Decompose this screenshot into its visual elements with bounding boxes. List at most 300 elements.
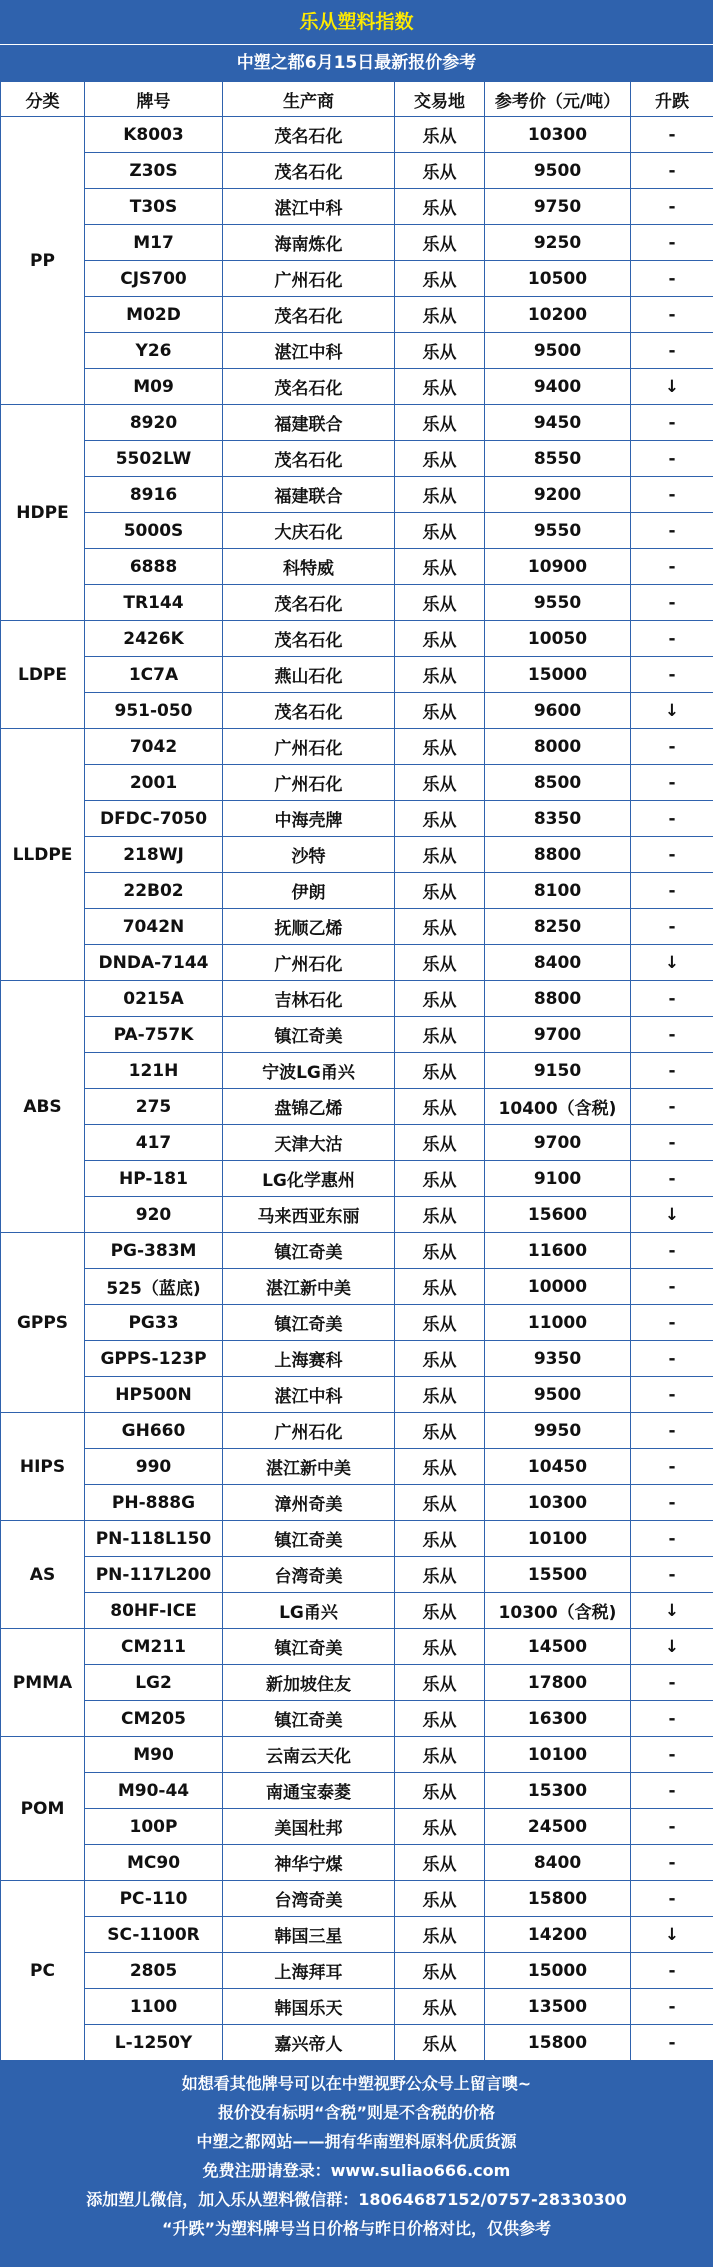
table-row [1, 585, 713, 621]
maker-cell: 福建联合 [223, 405, 395, 441]
category-cell: LLDPE [1, 729, 85, 981]
grade-cell: LG2 [85, 1665, 223, 1701]
maker-cell: 科特威 [223, 549, 395, 585]
column-header-maker: 生产商 [223, 82, 395, 117]
change-cell: - [631, 513, 713, 549]
maker-cell: 燕山石化 [223, 657, 395, 693]
table-row [1, 153, 713, 189]
price-cell: 17800 [485, 1665, 631, 1701]
market-cell: 乐从 [395, 945, 485, 981]
table-row [1, 1377, 713, 1413]
market-cell: 乐从 [395, 1305, 485, 1341]
change-cell: - [631, 1845, 713, 1881]
change-cell: - [631, 1881, 713, 1917]
table-row [1, 1809, 713, 1845]
grade-cell: 525（蓝底) [85, 1269, 223, 1305]
table-row [1, 189, 713, 225]
price-cell: 10500 [485, 261, 631, 297]
market-cell: 乐从 [395, 909, 485, 945]
market-cell: 乐从 [395, 1449, 485, 1485]
maker-cell: 广州石化 [223, 729, 395, 765]
price-cell: 13500 [485, 1989, 631, 2025]
grade-cell: 5000S [85, 513, 223, 549]
footer-note: 中塑之都网站——拥有华南塑料原料优质货源 [0, 2127, 713, 2156]
column-header-change: 升跌 [631, 82, 713, 117]
price-cell: 8800 [485, 837, 631, 873]
price-cell: 15300 [485, 1773, 631, 1809]
price-cell: 15500 [485, 1557, 631, 1593]
change-cell: - [631, 1269, 713, 1305]
table-row [1, 1953, 713, 1989]
maker-cell: 镇江奇美 [223, 1701, 395, 1737]
maker-cell: 马来西亚东丽 [223, 1197, 395, 1233]
price-cell: 8400 [485, 1845, 631, 1881]
table-row [1, 333, 713, 369]
maker-cell: 茂名石化 [223, 441, 395, 477]
market-cell: 乐从 [395, 837, 485, 873]
market-cell: 乐从 [395, 1953, 485, 1989]
grade-cell: PG33 [85, 1305, 223, 1341]
market-cell: 乐从 [395, 189, 485, 225]
maker-cell: 大庆石化 [223, 513, 395, 549]
table-row [1, 117, 713, 153]
table-row [1, 1053, 713, 1089]
market-cell: 乐从 [395, 297, 485, 333]
change-cell: ↓ [631, 1197, 713, 1233]
price-cell: 9550 [485, 513, 631, 549]
table-row [1, 1557, 713, 1593]
table-row [1, 1305, 713, 1341]
column-header-price: 参考价（元/吨） [485, 82, 631, 117]
footer-note: 添加塑儿微信，加入乐从塑料微信群：18064687152/0757-28330300 [0, 2185, 713, 2214]
table-row [1, 1161, 713, 1197]
category-cell: HDPE [1, 405, 85, 621]
table-row [1, 1449, 713, 1485]
change-cell: - [631, 981, 713, 1017]
price-cell: 11000 [485, 1305, 631, 1341]
table-row [1, 549, 713, 585]
maker-cell: 镇江奇美 [223, 1521, 395, 1557]
grade-cell: PA-757K [85, 1017, 223, 1053]
table-row [1, 441, 713, 477]
price-cell: 9600 [485, 693, 631, 729]
change-cell: - [631, 1737, 713, 1773]
change-cell: - [631, 1161, 713, 1197]
maker-cell: 盘锦乙烯 [223, 1089, 395, 1125]
maker-cell: 台湾奇美 [223, 1557, 395, 1593]
price-cell: 10300 [485, 1485, 631, 1521]
market-cell: 乐从 [395, 2025, 485, 2061]
market-cell: 乐从 [395, 585, 485, 621]
table-row [1, 261, 713, 297]
change-cell: - [631, 1377, 713, 1413]
change-cell: - [631, 1557, 713, 1593]
change-cell: - [631, 909, 713, 945]
grade-cell: HP500N [85, 1377, 223, 1413]
change-cell: - [631, 1305, 713, 1341]
price-cell: 9700 [485, 1017, 631, 1053]
grade-cell: MC90 [85, 1845, 223, 1881]
market-cell: 乐从 [395, 117, 485, 153]
grade-cell: 2426K [85, 621, 223, 657]
maker-cell: 镇江奇美 [223, 1017, 395, 1053]
market-cell: 乐从 [395, 1053, 485, 1089]
change-cell: - [631, 261, 713, 297]
grade-cell: K8003 [85, 117, 223, 153]
market-cell: 乐从 [395, 225, 485, 261]
category-cell: PP [1, 117, 85, 405]
table-row [1, 873, 713, 909]
market-cell: 乐从 [395, 153, 485, 189]
price-cell: 16300 [485, 1701, 631, 1737]
market-cell: 乐从 [395, 1233, 485, 1269]
change-cell: - [631, 1089, 713, 1125]
grade-cell: 417 [85, 1125, 223, 1161]
table-row [1, 2025, 713, 2061]
price-cell: 9250 [485, 225, 631, 261]
market-cell: 乐从 [395, 1701, 485, 1737]
maker-cell: 宁波LG甬兴 [223, 1053, 395, 1089]
table-row [1, 1917, 713, 1953]
price-cell: 10100 [485, 1737, 631, 1773]
change-cell: - [631, 873, 713, 909]
maker-cell: 上海赛科 [223, 1341, 395, 1377]
category-cell: PC [1, 1881, 85, 2061]
grade-cell: Y26 [85, 333, 223, 369]
change-cell: - [631, 837, 713, 873]
grade-cell: 7042 [85, 729, 223, 765]
change-cell: ↓ [631, 1917, 713, 1953]
market-cell: 乐从 [395, 1557, 485, 1593]
market-cell: 乐从 [395, 1989, 485, 2025]
change-cell: - [631, 189, 713, 225]
table-row [1, 1881, 713, 1917]
grade-cell: CJS700 [85, 261, 223, 297]
grade-cell: PH-888G [85, 1485, 223, 1521]
change-cell: - [631, 1953, 713, 1989]
market-cell: 乐从 [395, 1413, 485, 1449]
table-row [1, 1485, 713, 1521]
table-row [1, 729, 713, 765]
change-cell: - [631, 1665, 713, 1701]
price-cell: 9450 [485, 405, 631, 441]
maker-cell: 湛江中科 [223, 189, 395, 225]
maker-cell: LG化学惠州 [223, 1161, 395, 1197]
change-cell: ↓ [631, 369, 713, 405]
table-row [1, 1665, 713, 1701]
grade-cell: M17 [85, 225, 223, 261]
price-cell: 9550 [485, 585, 631, 621]
change-cell: - [631, 1449, 713, 1485]
price-cell: 10450 [485, 1449, 631, 1485]
maker-cell: 镇江奇美 [223, 1233, 395, 1269]
table-row [1, 981, 713, 1017]
footer-note: 报价没有标明“含税”则是不含税的价格 [0, 2098, 713, 2127]
market-cell: 乐从 [395, 729, 485, 765]
column-header-grade: 牌号 [85, 82, 223, 117]
price-cell: 8350 [485, 801, 631, 837]
change-cell: - [631, 621, 713, 657]
price-cell: 10300（含税) [485, 1593, 631, 1629]
maker-cell: 抚顺乙烯 [223, 909, 395, 945]
maker-cell: 上海拜耳 [223, 1953, 395, 1989]
table-row [1, 513, 713, 549]
grade-cell: 7042N [85, 909, 223, 945]
category-cell: HIPS [1, 1413, 85, 1521]
table-row [1, 1773, 713, 1809]
maker-cell: 漳州奇美 [223, 1485, 395, 1521]
price-cell: 24500 [485, 1809, 631, 1845]
maker-cell: 韩国乐天 [223, 1989, 395, 2025]
table-row [1, 693, 713, 729]
market-cell: 乐从 [395, 1917, 485, 1953]
table-row [1, 801, 713, 837]
maker-cell: 镇江奇美 [223, 1305, 395, 1341]
change-cell: - [631, 1341, 713, 1377]
grade-cell: 990 [85, 1449, 223, 1485]
grade-cell: SC-1100R [85, 1917, 223, 1953]
price-cell: 10400（含税) [485, 1089, 631, 1125]
grade-cell: 5502LW [85, 441, 223, 477]
maker-cell: 海南炼化 [223, 225, 395, 261]
price-cell: 10200 [485, 297, 631, 333]
price-cell: 8400 [485, 945, 631, 981]
grade-cell: 951-050 [85, 693, 223, 729]
price-cell: 9150 [485, 1053, 631, 1089]
price-cell: 15000 [485, 1953, 631, 1989]
price-cell: 8500 [485, 765, 631, 801]
change-cell: - [631, 1521, 713, 1557]
change-cell: ↓ [631, 693, 713, 729]
market-cell: 乐从 [395, 621, 485, 657]
grade-cell: Z30S [85, 153, 223, 189]
table-row [1, 225, 713, 261]
table-row [1, 369, 713, 405]
grade-cell: 80HF-ICE [85, 1593, 223, 1629]
table-row [1, 1341, 713, 1377]
market-cell: 乐从 [395, 1485, 485, 1521]
price-cell: 8100 [485, 873, 631, 909]
market-cell: 乐从 [395, 513, 485, 549]
market-cell: 乐从 [395, 693, 485, 729]
table-row [1, 945, 713, 981]
table-row [1, 1845, 713, 1881]
market-cell: 乐从 [395, 1881, 485, 1917]
price-cell: 8250 [485, 909, 631, 945]
market-cell: 乐从 [395, 873, 485, 909]
table-row [1, 657, 713, 693]
category-cell: LDPE [1, 621, 85, 729]
market-cell: 乐从 [395, 369, 485, 405]
grade-cell: L-1250Y [85, 2025, 223, 2061]
table-row [1, 1701, 713, 1737]
change-cell: - [631, 549, 713, 585]
price-cell: 8800 [485, 981, 631, 1017]
grade-cell: 920 [85, 1197, 223, 1233]
market-cell: 乐从 [395, 765, 485, 801]
maker-cell: 茂名石化 [223, 369, 395, 405]
maker-cell: 镇江奇美 [223, 1629, 395, 1665]
maker-cell: 福建联合 [223, 477, 395, 513]
grade-cell: T30S [85, 189, 223, 225]
change-cell: - [631, 333, 713, 369]
table-row [1, 1125, 713, 1161]
maker-cell: 茂名石化 [223, 585, 395, 621]
table-row [1, 1413, 713, 1449]
maker-cell: 湛江新中美 [223, 1269, 395, 1305]
market-cell: 乐从 [395, 1773, 485, 1809]
maker-cell: 伊朗 [223, 873, 395, 909]
change-cell: - [631, 477, 713, 513]
market-cell: 乐从 [395, 1809, 485, 1845]
price-cell: 10000 [485, 1269, 631, 1305]
grade-cell: 275 [85, 1089, 223, 1125]
price-cell: 11600 [485, 1233, 631, 1269]
maker-cell: 云南云天化 [223, 1737, 395, 1773]
footer-notes [0, 2061, 713, 2267]
change-cell: - [631, 297, 713, 333]
table-row [1, 1089, 713, 1125]
maker-cell: 南通宝泰菱 [223, 1773, 395, 1809]
market-cell: 乐从 [395, 1197, 485, 1233]
change-cell: ↓ [631, 945, 713, 981]
market-cell: 乐从 [395, 657, 485, 693]
maker-cell: 美国杜邦 [223, 1809, 395, 1845]
change-cell: - [631, 1701, 713, 1737]
price-cell: 8000 [485, 729, 631, 765]
maker-cell: LG甬兴 [223, 1593, 395, 1629]
change-cell: - [631, 801, 713, 837]
table-row [1, 297, 713, 333]
price-cell: 9500 [485, 153, 631, 189]
price-cell: 9700 [485, 1125, 631, 1161]
maker-cell: 茂名石化 [223, 693, 395, 729]
table-row [1, 1197, 713, 1233]
price-table [0, 81, 713, 2061]
change-cell: - [631, 585, 713, 621]
price-cell: 9950 [485, 1413, 631, 1449]
change-cell: - [631, 657, 713, 693]
change-cell: - [631, 1053, 713, 1089]
grade-cell: GPPS-123P [85, 1341, 223, 1377]
market-cell: 乐从 [395, 1161, 485, 1197]
table-row [1, 405, 713, 441]
grade-cell: 100P [85, 1809, 223, 1845]
grade-cell: CM211 [85, 1629, 223, 1665]
column-header-category: 分类 [1, 82, 85, 117]
table-row [1, 1629, 713, 1665]
grade-cell: GH660 [85, 1413, 223, 1449]
footer-note: 免费注册请登录：www.suliao666.com [0, 2156, 713, 2185]
table-row [1, 477, 713, 513]
maker-cell: 广州石化 [223, 945, 395, 981]
market-cell: 乐从 [395, 1845, 485, 1881]
price-cell: 14200 [485, 1917, 631, 1953]
market-cell: 乐从 [395, 981, 485, 1017]
price-cell: 8550 [485, 441, 631, 477]
maker-cell: 嘉兴帝人 [223, 2025, 395, 2061]
market-cell: 乐从 [395, 1629, 485, 1665]
change-cell: - [631, 1125, 713, 1161]
grade-cell: 2805 [85, 1953, 223, 1989]
grade-cell: PC-110 [85, 1881, 223, 1917]
change-cell: - [631, 1809, 713, 1845]
maker-cell: 湛江中科 [223, 333, 395, 369]
change-cell: - [631, 441, 713, 477]
grade-cell: 218WJ [85, 837, 223, 873]
category-cell: POM [1, 1737, 85, 1881]
price-cell: 15800 [485, 1881, 631, 1917]
change-cell: - [631, 765, 713, 801]
market-cell: 乐从 [395, 333, 485, 369]
grade-cell: 1C7A [85, 657, 223, 693]
price-cell: 10300 [485, 117, 631, 153]
table-row [1, 837, 713, 873]
table-row [1, 1017, 713, 1053]
category-cell: PMMA [1, 1629, 85, 1737]
change-cell: - [631, 153, 713, 189]
maker-cell: 新加坡住友 [223, 1665, 395, 1701]
market-cell: 乐从 [395, 477, 485, 513]
category-cell: AS [1, 1521, 85, 1629]
market-cell: 乐从 [395, 1341, 485, 1377]
footer-note: 如想看其他牌号可以在中塑视野公众号上留言噢~ [0, 2069, 713, 2098]
maker-cell: 吉林石化 [223, 981, 395, 1017]
grade-cell: 2001 [85, 765, 223, 801]
maker-cell: 茂名石化 [223, 297, 395, 333]
price-cell: 15000 [485, 657, 631, 693]
market-cell: 乐从 [395, 1269, 485, 1305]
maker-cell: 湛江中科 [223, 1377, 395, 1413]
maker-cell: 湛江新中美 [223, 1449, 395, 1485]
market-cell: 乐从 [395, 441, 485, 477]
grade-cell: 22B02 [85, 873, 223, 909]
footer-note: “升跌”为塑料牌号当日价格与昨日价格对比，仅供参考 [0, 2214, 713, 2243]
category-cell: GPPS [1, 1233, 85, 1413]
price-cell: 9400 [485, 369, 631, 405]
maker-cell: 中海壳牌 [223, 801, 395, 837]
price-cell: 9100 [485, 1161, 631, 1197]
change-cell: - [631, 1413, 713, 1449]
price-cell: 10100 [485, 1521, 631, 1557]
market-cell: 乐从 [395, 1017, 485, 1053]
grade-cell: 8920 [85, 405, 223, 441]
price-cell: 15600 [485, 1197, 631, 1233]
page-title: 乐从塑料指数 [0, 0, 713, 44]
market-cell: 乐从 [395, 405, 485, 441]
grade-cell: PN-117L200 [85, 1557, 223, 1593]
change-cell: - [631, 1017, 713, 1053]
grade-cell: DNDA-7144 [85, 945, 223, 981]
price-cell: 9500 [485, 1377, 631, 1413]
table-body [1, 117, 713, 2061]
market-cell: 乐从 [395, 1377, 485, 1413]
price-cell: 9200 [485, 477, 631, 513]
table-row [1, 1521, 713, 1557]
grade-cell: HP-181 [85, 1161, 223, 1197]
grade-cell: 121H [85, 1053, 223, 1089]
price-cell: 14500 [485, 1629, 631, 1665]
table-row [1, 1989, 713, 2025]
category-cell: ABS [1, 981, 85, 1233]
grade-cell: M90 [85, 1737, 223, 1773]
table-row [1, 1233, 713, 1269]
market-cell: 乐从 [395, 1737, 485, 1773]
market-cell: 乐从 [395, 1521, 485, 1557]
grade-cell: M09 [85, 369, 223, 405]
change-cell: - [631, 1233, 713, 1269]
maker-cell: 广州石化 [223, 261, 395, 297]
